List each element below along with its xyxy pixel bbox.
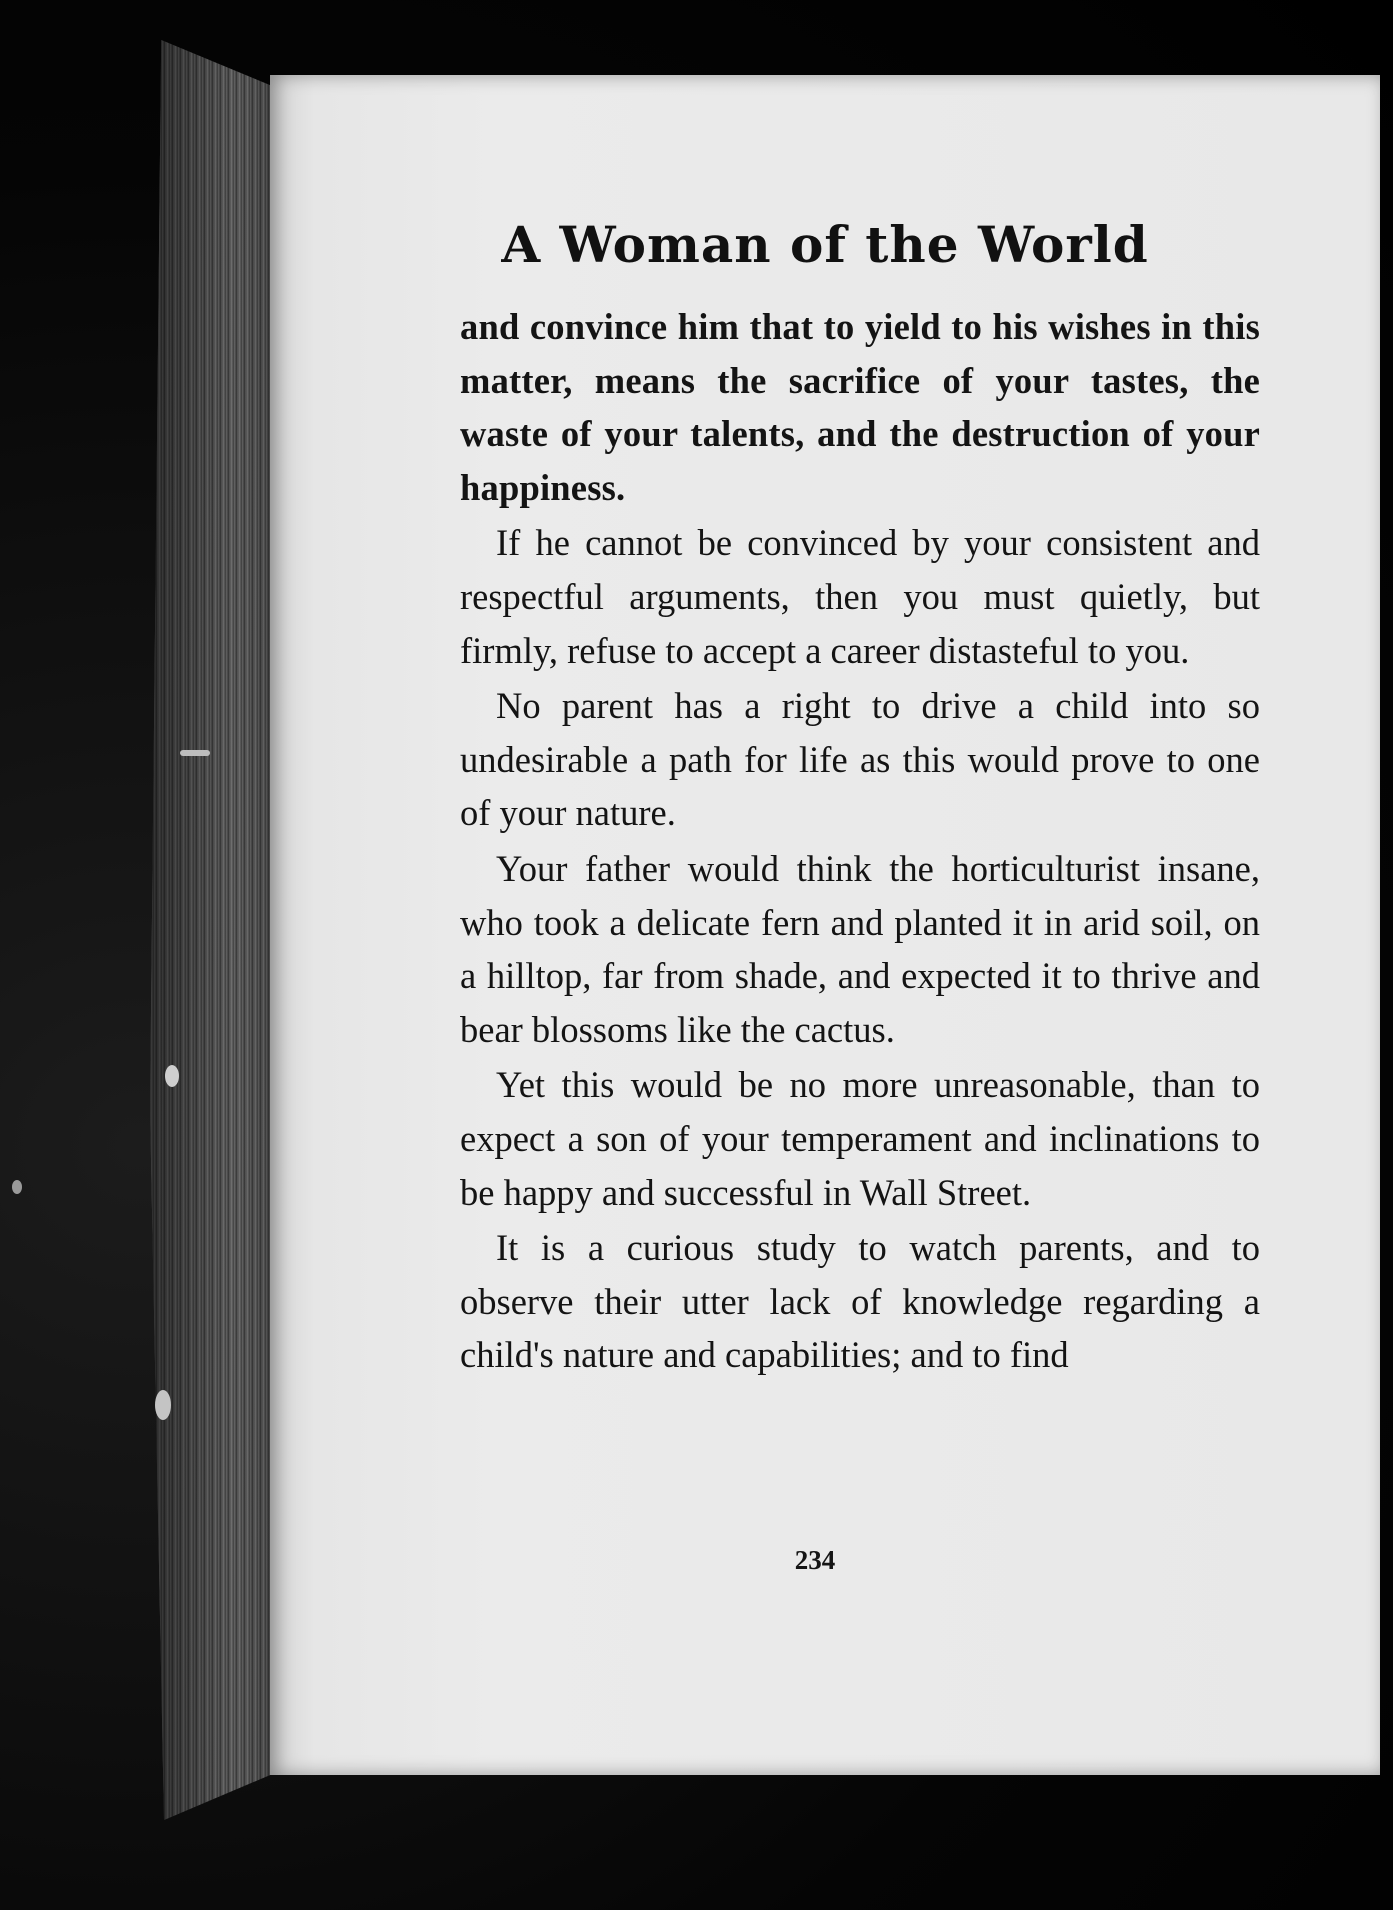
running-head: A Woman of the World xyxy=(501,215,1149,274)
paragraph-1: and convince him that to yield to his wishes in this matter, means the sacrifice of your tastes, the waste of your talents, and the destruction of your happiness. xyxy=(460,306,1260,508)
paragraph-2: If he cannot be convinced by your consistent and respectful arguments, then you must quietly, but firmly, refuse to accept a career distasteful to you. xyxy=(460,522,1260,671)
paragraph-6: It is a curious study to watch parents, and to observe their utter lack of knowledge regarding a child's nature and capabilities; and to find xyxy=(460,1227,1260,1376)
background-speck xyxy=(180,750,210,756)
body-text xyxy=(460,300,1260,1382)
book-page xyxy=(270,75,1380,1775)
paragraph-3: No parent has a right to drive a child into so undesirable a path for life as this would prove to one of your nature. xyxy=(460,685,1260,834)
page-edges-shadow xyxy=(150,40,290,1820)
paragraph-5: Yet this would be no more unreasonable, than to expect a son of your temperament and inclinations to be happy and successful in Wall Street. xyxy=(460,1064,1260,1213)
paragraph-4: Your father would think the horticulturist insane, who took a delicate fern and planted it in arid soil, on a hilltop, far from shade, and expected it to thrive and bear blossoms like the cactus. xyxy=(460,847,1260,1050)
background-speck xyxy=(155,1390,171,1420)
background-speck xyxy=(165,1065,179,1087)
background-speck xyxy=(12,1180,22,1194)
page-number: 234 xyxy=(794,1545,836,1575)
